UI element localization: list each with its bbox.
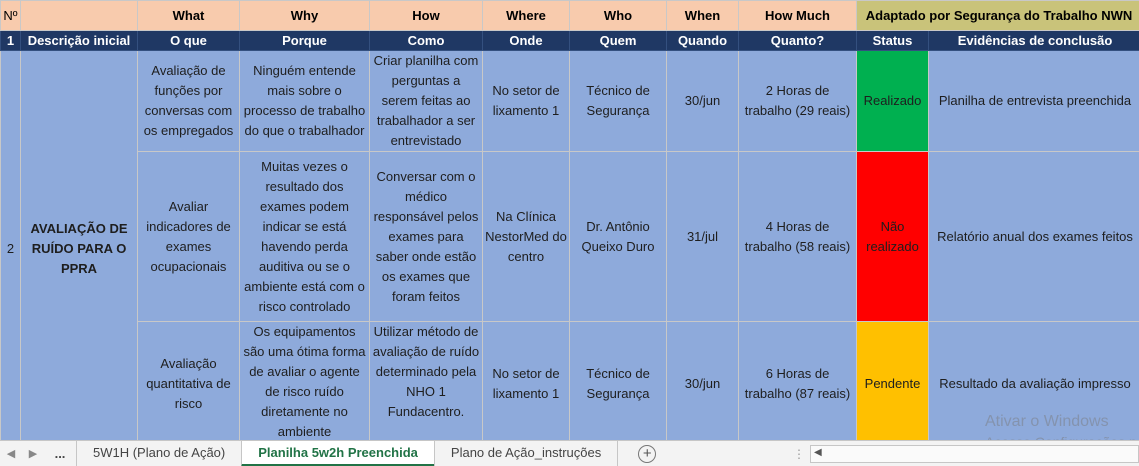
table-row [1,51,1139,152]
cell-sub-who[interactable]: Quem [570,31,667,51]
cell-when[interactable]: 30/jun [667,51,739,152]
cell-header-where[interactable]: Where [483,1,570,31]
cell-when[interactable]: 31/jul [667,152,739,322]
cell-sub-status[interactable]: Status [857,31,929,51]
horizontal-scrollbar[interactable] [810,445,1139,463]
tab-5w1h-plano-de-acao[interactable]: 5W1H (Plano de Ação) [76,441,241,466]
tab-planilha-5w2h-preenchida[interactable]: Planilha 5w2h Preenchida [241,441,434,466]
scroll-left-icon[interactable]: ◀ [814,447,822,458]
cell-who[interactable]: Técnico de Segurança [570,51,667,152]
header-row [1,1,1139,31]
cell-where[interactable]: No setor de lixamento 1 [483,322,570,441]
cell-how-much[interactable]: 6 Horas de trabalho (87 reais) [739,322,857,441]
cell-how[interactable]: Conversar com o médico responsável pelos exames para saber onde estão os exames que foram feitos [370,152,483,322]
table-row [1,152,1139,322]
cell-how[interactable]: Utilizar método de avaliação de ruído determinado pela NHO 1 Fundacentro. [370,322,483,441]
cell-evidence[interactable]: Relatório anual dos exames feitos [929,152,1139,322]
cell-sub-why[interactable]: Porque [240,31,370,51]
cell-header-when[interactable]: When [667,1,739,31]
cell-how-much[interactable]: 4 Horas de trabalho (58 reais) [739,152,857,322]
cell-who[interactable]: Dr. Antônio Queixo Duro [570,152,667,322]
subheader-row [1,31,1139,51]
cell-sub-where[interactable]: Onde [483,31,570,51]
tab-splitter-handle[interactable]: ⋮ [793,447,807,461]
cell-when[interactable]: 30/jun [667,322,739,441]
add-sheet-button[interactable]: + [638,445,656,463]
cell-header-blank[interactable] [21,1,138,31]
sheet-tabs-bar [0,440,1139,466]
cell-why[interactable]: Muitas vezes o resultado dos exames podem indicar se está havendo perda auditiva ou se o ambiente está com o risco controlado [240,152,370,322]
cell-sub-what[interactable]: O que [138,31,240,51]
cell-header-nwn[interactable]: Adaptado por Segurança do Trabalho NWN [857,1,1139,31]
cell-status[interactable]: Realizado [857,51,929,152]
cell-sub-evidence[interactable]: Evidências de conclusão [929,31,1139,51]
cell-evidence[interactable]: Planilha de entrevista preenchida [929,51,1139,152]
cell-header-how[interactable]: How [370,1,483,31]
tab-plano-de-acao-instrucoes[interactable]: Plano de Ação_instruções [434,441,618,466]
cell-sub-how-much[interactable]: Quanto? [739,31,857,51]
cell-what[interactable]: Avaliar indicadores de exames ocupacionais [138,152,240,322]
cell-group-num[interactable]: 2 [1,51,21,441]
cell-why[interactable]: Ninguém entende mais sobre o processo de trabalho do que o trabalhador [240,51,370,152]
cell-where[interactable]: Na Clínica NestorMed do centro [483,152,570,322]
cell-what[interactable]: Avaliação de funções por conversas com os empregados [138,51,240,152]
cell-how[interactable]: Criar planilha com perguntas a serem feitas ao trabalhador a ser entrevistado [370,51,483,152]
cell-status[interactable]: Não realizado [857,152,929,322]
cell-evidence[interactable]: Resultado da avaliação impresso [929,322,1139,441]
cell-status[interactable]: Pendente [857,322,929,441]
tab-more-button[interactable]: ... [54,446,66,461]
cell-where[interactable]: No setor de lixamento 1 [483,51,570,152]
watermark-line-1: Ativar o Windows [985,413,1109,430]
tab-scroll-left-icon[interactable]: ◀ [6,448,16,460]
cell-header-what[interactable]: What [138,1,240,31]
cell-header-how-much[interactable]: How Much [739,1,857,31]
cell-what[interactable]: Avaliação quantitativa de risco [138,322,240,441]
cell-header-who[interactable]: Who [570,1,667,31]
cell-group-desc[interactable]: AVALIAÇÃO DE RUÍDO PARA O PPRA [21,51,138,441]
cell-how-much[interactable]: 2 Horas de trabalho (29 reais) [739,51,857,152]
cell-header-why[interactable]: Why [240,1,370,31]
cell-sub-when[interactable]: Quando [667,31,739,51]
cell-sub-desc[interactable]: Descrição inicial [21,31,138,51]
cell-header-num[interactable]: Nº [1,1,21,31]
cell-who[interactable]: Técnico de Segurança [570,322,667,441]
table-row [1,322,1139,441]
tab-scroll-right-icon[interactable]: ▶ [28,448,38,460]
cell-sub-num[interactable]: 1 [1,31,21,51]
cell-why[interactable]: Os equipamentos são uma ótima forma de avaliar o agente de risco ruído diretamente no ambiente [240,322,370,441]
cell-sub-how[interactable]: Como [370,31,483,51]
